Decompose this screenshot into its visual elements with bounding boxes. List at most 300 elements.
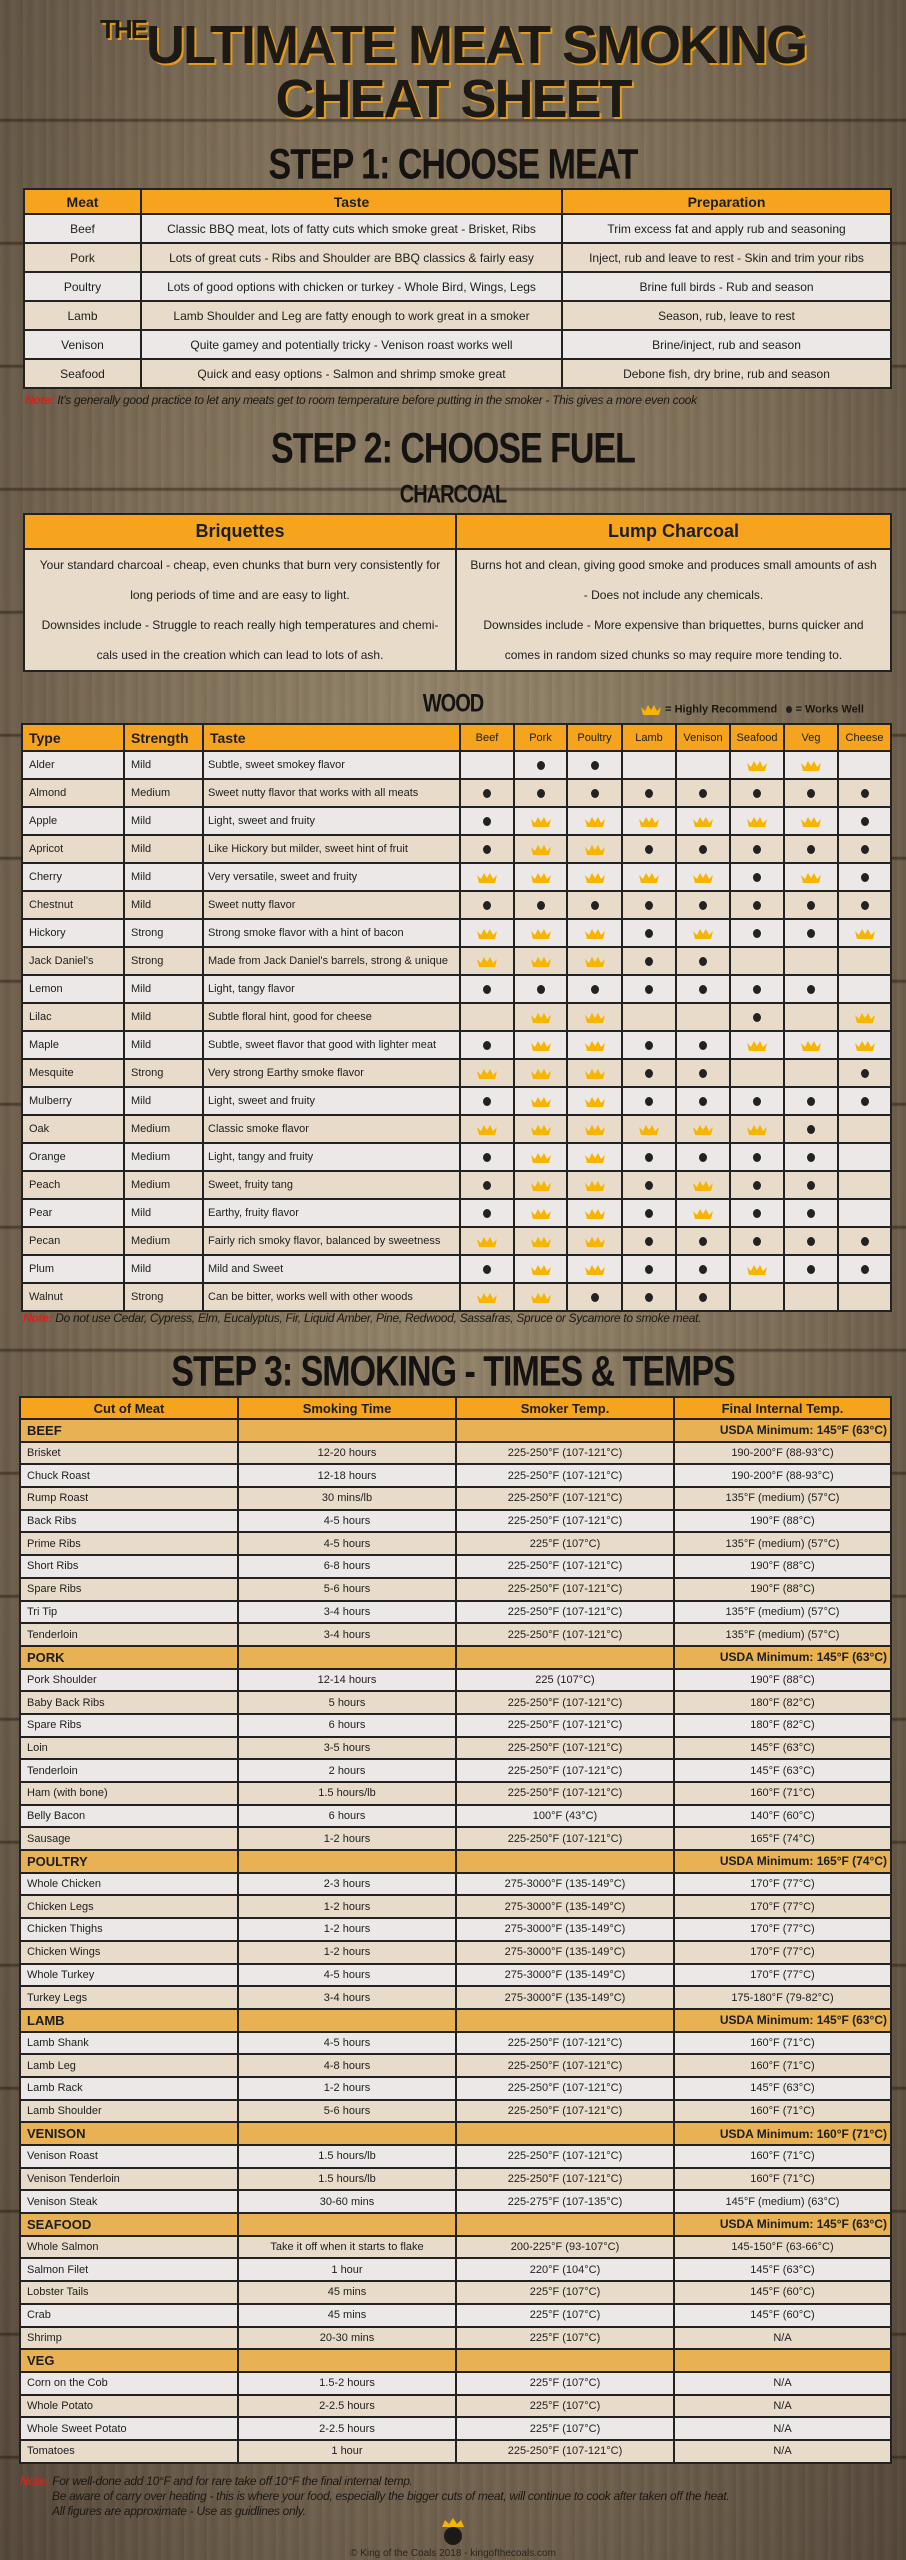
cut-name: Lamb Shank xyxy=(20,2032,238,2055)
wood-rating-cell xyxy=(514,1283,567,1311)
final-internal-temp: 180°F (82°C) xyxy=(674,1714,891,1737)
wood-taste: Like Hickory but milder, sweet hint of fruit xyxy=(203,835,460,863)
dot-icon xyxy=(591,789,599,798)
note-text: Do not use Cedar, Cypress, Elm, Eucalyptus, Fir, Liquid Amber, Pine, Redwood, Sassafras, Spruce or Sycamore to smoke meat. xyxy=(55,1311,702,1325)
smoking-time: 1-2 hours xyxy=(238,1827,456,1850)
wood-rating-cell xyxy=(784,1143,838,1171)
wood-rating-cell xyxy=(460,1087,514,1115)
dot-icon xyxy=(699,1097,707,1106)
dot-icon xyxy=(753,929,761,938)
dot-icon xyxy=(483,1209,491,1218)
cut-name: Chicken Wings xyxy=(20,1941,238,1964)
wood-rating-cell xyxy=(622,751,676,779)
wood-rating-cell xyxy=(460,1227,514,1255)
dot-icon xyxy=(753,789,761,798)
cut-name: Whole Salmon xyxy=(20,2236,238,2259)
wood-rating-cell xyxy=(460,1283,514,1311)
smoker-temp: 225°F (107°C) xyxy=(456,2281,674,2304)
wood-type: Orange xyxy=(22,1143,124,1171)
wood-row xyxy=(22,863,891,891)
wood-rating-cell xyxy=(784,1199,838,1227)
dot-icon xyxy=(753,901,761,910)
note-text: For well-done add 10°F and for rare take off 10°F the final internal temp. xyxy=(52,2474,413,2488)
cut-name: Venison Roast xyxy=(20,2145,238,2168)
wood-rating-cell xyxy=(676,1003,730,1031)
smoker-temp: 225-250°F (107-121°C) xyxy=(456,2100,674,2123)
wood-rating-cell xyxy=(730,1255,784,1283)
crown-icon xyxy=(530,815,552,827)
wood-row xyxy=(22,1031,891,1059)
cut-row xyxy=(20,2032,891,2055)
cut-name: Tomatoes xyxy=(20,2440,238,2463)
wood-rating-cell xyxy=(622,1255,676,1283)
dot-icon xyxy=(753,1209,761,1218)
empty-cell xyxy=(456,2122,674,2145)
smoker-temp: 225°F (107°C) xyxy=(456,1532,674,1555)
dot-icon xyxy=(645,1293,653,1302)
dot-icon xyxy=(807,1097,815,1106)
wood-rating-cell xyxy=(460,1199,514,1227)
smoker-temp: 225°F (107°C) xyxy=(456,2395,674,2418)
wood-rating-cell xyxy=(622,1031,676,1059)
wood-rating-cell xyxy=(567,863,622,891)
wood-taste: Subtle, sweet flavor that good with lighter meat xyxy=(203,1031,460,1059)
empty-cell xyxy=(456,1850,674,1873)
meat-row xyxy=(24,214,891,243)
wood-strength: Medium xyxy=(124,1227,203,1255)
cut-row xyxy=(20,1941,891,1964)
dot-icon xyxy=(753,1237,761,1246)
smoking-time: 5 hours xyxy=(238,1691,456,1714)
smoking-time: 1.5 hours/lb xyxy=(238,1782,456,1805)
smoking-time: 1.5 hours/lb xyxy=(238,2168,456,2191)
wood-rating-cell xyxy=(676,1115,730,1143)
meat-name: Poultry xyxy=(24,272,141,301)
wood-row xyxy=(22,975,891,1003)
meat-preparation: Season, rub, leave to rest xyxy=(562,301,891,330)
wood-rating-cell xyxy=(784,751,838,779)
meat-taste: Lots of great cuts - Ribs and Shoulder are BBQ classics & fairly easy xyxy=(141,243,562,272)
meat-taste: Classic BBQ meat, lots of fatty cuts which smoke great - Brisket, Ribs xyxy=(141,214,562,243)
column-header: Cheese xyxy=(838,724,891,751)
wood-rating-cell xyxy=(514,1227,567,1255)
cut-name: Chicken Legs xyxy=(20,1895,238,1918)
dot-icon xyxy=(807,901,815,910)
column-header: Lamb xyxy=(622,724,676,751)
wood-type: Chestnut xyxy=(22,891,124,919)
smoking-time: 3-4 hours xyxy=(238,1601,456,1624)
cut-name: Brisket xyxy=(20,1442,238,1465)
wood-rating-cell xyxy=(622,807,676,835)
dot-icon xyxy=(699,1237,707,1246)
dot-icon xyxy=(861,1069,869,1078)
final-internal-temp: 160°F (71°C) xyxy=(674,1782,891,1805)
wood-rating-cell xyxy=(730,835,784,863)
wood-rating-cell xyxy=(622,1059,676,1087)
empty-cell xyxy=(456,2009,674,2032)
crown-icon xyxy=(530,1263,552,1275)
crown-icon xyxy=(584,843,606,855)
cut-name: Venison Tenderloin xyxy=(20,2168,238,2191)
smoker-temp: 225-275°F (107-135°C) xyxy=(456,2190,674,2213)
wood-rating-cell xyxy=(514,779,567,807)
dot-icon xyxy=(753,1153,761,1162)
dot-icon xyxy=(645,1181,653,1190)
crown-icon xyxy=(854,927,876,939)
wood-rating-cell xyxy=(676,779,730,807)
cut-row xyxy=(20,2054,891,2077)
legend-equals: = xyxy=(665,703,672,716)
meat-preparation: Trim excess fat and apply rub and seasoning xyxy=(562,214,891,243)
crown-icon xyxy=(854,1039,876,1051)
final-internal-temp: 190-200°F (88-93°C) xyxy=(674,1442,891,1465)
wood-rating-cell xyxy=(622,947,676,975)
meat-row xyxy=(24,243,891,272)
wood-rating-cell xyxy=(784,1115,838,1143)
crown-icon xyxy=(476,927,498,939)
section-name: VENISON xyxy=(20,2122,238,2145)
wood-rating-cell xyxy=(838,807,891,835)
charcoal-type: Briquettes xyxy=(24,514,456,549)
section-name: LAMB xyxy=(20,2009,238,2032)
wood-rating-cell xyxy=(514,1171,567,1199)
empty-cell xyxy=(456,1646,674,1669)
title-text-1: ULTIMATE MEAT SMOKING xyxy=(146,15,806,75)
cut-name: Rump Roast xyxy=(20,1487,238,1510)
dot-icon xyxy=(699,1069,707,1078)
meat-taste: Quick and easy options - Salmon and shrimp smoke great xyxy=(141,359,562,388)
charcoal-type: Lump Charcoal xyxy=(456,514,891,549)
wood-type: Apricot xyxy=(22,835,124,863)
crown-icon xyxy=(476,955,498,967)
dot-icon xyxy=(807,845,815,854)
smoker-temp: 225-250°F (107-121°C) xyxy=(456,2168,674,2191)
crown-icon xyxy=(476,1067,498,1079)
wood-rating-cell xyxy=(676,891,730,919)
final-internal-temp: N/A xyxy=(674,2395,891,2418)
smoking-time: 3-4 hours xyxy=(238,1986,456,2009)
charcoal-title: CHARCOAL xyxy=(399,481,507,509)
cut-row xyxy=(20,1623,891,1646)
wood-taste: Very strong Earthy smoke flavor xyxy=(203,1059,460,1087)
wood-rating-cell xyxy=(838,1087,891,1115)
crown-icon xyxy=(530,955,552,967)
wood-type: Lemon xyxy=(22,975,124,1003)
wood-rating-cell xyxy=(838,863,891,891)
crown-icon xyxy=(476,1123,498,1135)
wood-rating-cell xyxy=(676,807,730,835)
smoker-temp: 225-250°F (107-121°C) xyxy=(456,2032,674,2055)
wood-rating-cell xyxy=(460,1003,514,1031)
step3-notes xyxy=(20,2474,729,2519)
smoker-temp: 225-250°F (107-121°C) xyxy=(456,1555,674,1578)
wood-type: Jack Daniel's xyxy=(22,947,124,975)
dot-icon xyxy=(861,1237,869,1246)
wood-type: Walnut xyxy=(22,1283,124,1311)
crown-icon xyxy=(638,1123,660,1135)
wood-rating-cell xyxy=(730,779,784,807)
smoker-temp: 225°F (107°C) xyxy=(456,2327,674,2350)
dot-icon xyxy=(483,1097,491,1106)
wood-rating-cell xyxy=(838,835,891,863)
wood-rating-cell xyxy=(567,1003,622,1031)
wood-rating-cell xyxy=(567,807,622,835)
description-line: long periods of time and are easy to light. xyxy=(130,588,350,602)
wood-row xyxy=(22,807,891,835)
wood-strength: Strong xyxy=(124,1059,203,1087)
crown-icon xyxy=(638,871,660,883)
crown-icon xyxy=(584,1235,606,1247)
meat-taste: Lots of good options with chicken or turkey - Whole Bird, Wings, Legs xyxy=(141,272,562,301)
cut-row xyxy=(20,1895,891,1918)
final-internal-temp: 145°F (60°C) xyxy=(674,2281,891,2304)
meat-row xyxy=(24,330,891,359)
wood-type: Oak xyxy=(22,1115,124,1143)
charcoal-description xyxy=(456,549,891,671)
smoker-temp: 225-250°F (107-121°C) xyxy=(456,1782,674,1805)
smoking-time: 5-6 hours xyxy=(238,2100,456,2123)
wood-strength: Mild xyxy=(124,807,203,835)
wood-rating-cell xyxy=(460,751,514,779)
wood-rating-cell xyxy=(514,1059,567,1087)
note-text: Be aware of carry over heating - this is where your food, especially the bigger cuts of meat, will continue to cook after taken off the heat. xyxy=(52,2489,730,2503)
smoker-temp: 100°F (43°C) xyxy=(456,1805,674,1828)
wood-rating-cell xyxy=(676,1255,730,1283)
dot-icon xyxy=(699,789,707,798)
wood-rating-cell xyxy=(838,1199,891,1227)
smoking-time: 12-14 hours xyxy=(238,1669,456,1692)
cut-row xyxy=(20,1782,891,1805)
wood-rating-cell xyxy=(838,947,891,975)
dot-icon xyxy=(645,1237,653,1246)
dot-icon xyxy=(861,873,869,882)
usda-minimum: USDA Minimum: 145°F (63°C) xyxy=(674,2213,891,2236)
final-internal-temp: 175-180°F (79-82°C) xyxy=(674,1986,891,2009)
wood-title: WOOD xyxy=(422,690,484,718)
smoker-temp: 225-250°F (107-121°C) xyxy=(456,2440,674,2463)
dot-icon xyxy=(807,1153,815,1162)
wood-strength: Mild xyxy=(124,1255,203,1283)
smoking-time: 3-4 hours xyxy=(238,1623,456,1646)
wood-rating-cell xyxy=(838,919,891,947)
wood-rating-cell xyxy=(730,1031,784,1059)
header-row xyxy=(24,514,891,549)
meat-preparation: Brine/inject, rub and season xyxy=(562,330,891,359)
final-internal-temp: N/A xyxy=(674,2417,891,2440)
legend-equals: = xyxy=(795,703,802,716)
final-internal-temp: 190°F (88°C) xyxy=(674,1555,891,1578)
wood-rating-cell xyxy=(784,1087,838,1115)
final-internal-temp: 160°F (71°C) xyxy=(674,2100,891,2123)
cut-row xyxy=(20,1669,891,1692)
wood-note xyxy=(23,1311,701,1325)
wood-type: Pecan xyxy=(22,1227,124,1255)
crown-icon xyxy=(584,1039,606,1051)
wood-strength: Mild xyxy=(124,1031,203,1059)
wood-strength: Mild xyxy=(124,1087,203,1115)
cut-row xyxy=(20,2417,891,2440)
wood-row xyxy=(22,1115,891,1143)
crown-icon xyxy=(800,871,822,883)
wood-rating-cell xyxy=(838,1003,891,1031)
cut-name: Sausage xyxy=(20,1827,238,1850)
dot-icon xyxy=(861,789,869,798)
dot-icon xyxy=(807,1265,815,1274)
meat-row xyxy=(24,359,891,388)
wood-rating-cell xyxy=(838,779,891,807)
meat-table xyxy=(23,188,892,389)
wood-strength: Mild xyxy=(124,975,203,1003)
wood-rating-cell xyxy=(567,1059,622,1087)
dot-icon xyxy=(753,873,761,882)
wood-taste: Strong smoke flavor with a hint of bacon xyxy=(203,919,460,947)
crown-icon xyxy=(746,1039,768,1051)
dot-icon xyxy=(645,929,653,938)
cut-name: Crab xyxy=(20,2304,238,2327)
wood-rating-cell xyxy=(622,1227,676,1255)
wood-rating-cell xyxy=(567,947,622,975)
crown-icon xyxy=(476,1291,498,1303)
title-the: THE xyxy=(100,14,147,44)
crown-icon xyxy=(800,759,822,771)
wood-strength: Medium xyxy=(124,779,203,807)
step2-title: STEP 2: CHOOSE FUEL xyxy=(271,425,635,473)
wood-rating-cell xyxy=(567,919,622,947)
wood-taste: Classic smoke flavor xyxy=(203,1115,460,1143)
crown-icon xyxy=(692,1207,714,1219)
smoking-time: 3-5 hours xyxy=(238,1737,456,1760)
wood-row xyxy=(22,1087,891,1115)
section-name: BEEF xyxy=(20,1419,238,1442)
cut-row xyxy=(20,1601,891,1624)
smoker-temp: 225-250°F (107-121°C) xyxy=(456,1623,674,1646)
empty-cell xyxy=(238,2009,456,2032)
final-internal-temp: N/A xyxy=(674,2372,891,2395)
wood-rating-cell xyxy=(567,835,622,863)
dot-icon xyxy=(786,706,792,713)
wood-rating-cell xyxy=(676,751,730,779)
column-header: Taste xyxy=(203,724,460,751)
crown-icon xyxy=(530,1207,552,1219)
meat-preparation: Inject, rub and leave to rest - Skin and trim your ribs xyxy=(562,243,891,272)
crown-icon xyxy=(584,1179,606,1191)
dot-icon xyxy=(807,929,815,938)
crown-icon xyxy=(530,1039,552,1051)
smoker-temp: 275-3000°F (135-149°C) xyxy=(456,1895,674,1918)
wood-taste: Fairly rich smoky flavor, balanced by sweetness xyxy=(203,1227,460,1255)
wood-rating-cell xyxy=(567,1143,622,1171)
final-internal-temp: 170°F (77°C) xyxy=(674,1918,891,1941)
crown-icon xyxy=(530,1123,552,1135)
final-internal-temp: 145°F (63°C) xyxy=(674,1737,891,1760)
smoker-temp: 225-250°F (107-121°C) xyxy=(456,1464,674,1487)
wood-rating-cell xyxy=(514,1115,567,1143)
column-header: Veg xyxy=(784,724,838,751)
crown-icon xyxy=(584,1123,606,1135)
wood-rating-cell xyxy=(622,1003,676,1031)
smoker-temp: 225-250°F (107-121°C) xyxy=(456,2054,674,2077)
dot-icon xyxy=(699,901,707,910)
cut-name: Prime Ribs xyxy=(20,1532,238,1555)
cut-name: Back Ribs xyxy=(20,1510,238,1533)
meat-preparation: Brine full birds - Rub and season xyxy=(562,272,891,301)
meat-name: Venison xyxy=(24,330,141,359)
wood-type: Mulberry xyxy=(22,1087,124,1115)
wood-rating-cell xyxy=(838,1143,891,1171)
cut-row xyxy=(20,1487,891,1510)
usda-minimum: USDA Minimum: 145°F (63°C) xyxy=(674,2009,891,2032)
wood-rating-cell xyxy=(460,1255,514,1283)
cut-name: Tri Tip xyxy=(20,1601,238,1624)
dot-icon xyxy=(753,1181,761,1190)
crown-icon xyxy=(530,1179,552,1191)
wood-rating-cell xyxy=(567,1171,622,1199)
smoking-time: 6 hours xyxy=(238,1714,456,1737)
wood-row xyxy=(22,1283,891,1311)
column-header: Beef xyxy=(460,724,514,751)
wood-taste: Subtle, sweet smokey flavor xyxy=(203,751,460,779)
empty-cell xyxy=(238,2122,456,2145)
meat-name: Beef xyxy=(24,214,141,243)
crown-icon xyxy=(530,1095,552,1107)
wood-rating-cell xyxy=(784,891,838,919)
final-internal-temp: 190-200°F (88-93°C) xyxy=(674,1464,891,1487)
wood-rating-cell xyxy=(567,1199,622,1227)
cut-row xyxy=(20,1464,891,1487)
wood-rating-cell xyxy=(676,1171,730,1199)
wood-row xyxy=(22,751,891,779)
cut-row xyxy=(20,1964,891,1987)
cut-name: Chicken Thighs xyxy=(20,1918,238,1941)
column-header: Preparation xyxy=(562,189,891,214)
cut-row xyxy=(20,2395,891,2418)
smoker-temp: 275-3000°F (135-149°C) xyxy=(456,1964,674,1987)
cut-name: Salmon Filet xyxy=(20,2258,238,2281)
section-row-seafood xyxy=(20,2213,891,2236)
dot-icon xyxy=(591,985,599,994)
crown-icon xyxy=(530,927,552,939)
charcoal-table xyxy=(23,513,892,672)
dot-icon xyxy=(483,789,491,798)
final-internal-temp: 170°F (77°C) xyxy=(674,1941,891,1964)
column-header: Poultry xyxy=(567,724,622,751)
cut-row xyxy=(20,1442,891,1465)
wood-rating-cell xyxy=(676,835,730,863)
crown-icon xyxy=(476,1235,498,1247)
dot-icon xyxy=(645,1265,653,1274)
wood-rating-cell xyxy=(730,1171,784,1199)
dot-icon xyxy=(645,789,653,798)
wood-rating-cell xyxy=(514,835,567,863)
wood-rating-cell xyxy=(730,1143,784,1171)
wood-rating-cell xyxy=(676,863,730,891)
crown-icon xyxy=(530,1151,552,1163)
crown-icon xyxy=(530,843,552,855)
wood-rating-cell xyxy=(460,1031,514,1059)
smoker-temp: 225-250°F (107-121°C) xyxy=(456,1510,674,1533)
section-row-venison xyxy=(20,2122,891,2145)
dot-icon xyxy=(483,985,491,994)
wood-rating-cell xyxy=(676,919,730,947)
description-line: Downsides include - Struggle to reach really high temperatures and chemi- xyxy=(41,618,439,632)
crown-icon xyxy=(692,1123,714,1135)
dot-icon xyxy=(699,1265,707,1274)
step3-title: STEP 3: SMOKING - TIMES & TEMPS xyxy=(171,1348,735,1396)
wood-rating-cell xyxy=(514,947,567,975)
footer-copyright: © King of the Coals 2018 - kingofthecoals.com xyxy=(350,2548,556,2559)
meat-row xyxy=(24,301,891,330)
wood-type: Cherry xyxy=(22,863,124,891)
